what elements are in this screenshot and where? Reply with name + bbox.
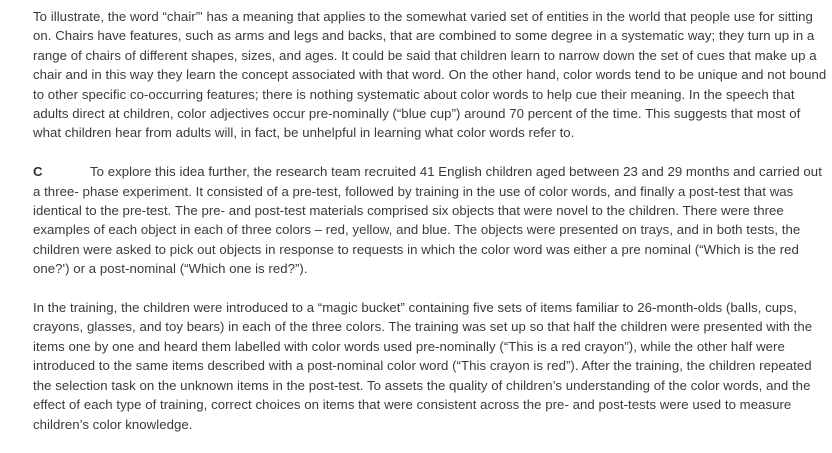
paragraph-training: In the training, the children were introduced to a “magic bucket” containing five sets of items familiar to 26-month-olds (balls, cups, crayons, glasses, and toy bears) in each of the three colors. The training was set up so that half the children were presented with the items one by one and heard them labelled with color words used pre-nominally (“This is a red crayon”), while the other half were introduced to the same items described with a post-nominal color word (“This crayon is red”). After the training, the children repeated the selection task on the unknown items in the post-test. To assets the quality of children’s understanding of the color words, and the effect of each type of training, correct choices on items that were consistent across the pre- and post-tests were used to measure children’s color knowledge. <box>33 300 813 432</box>
document-body <box>33 7 829 453</box>
section-c-text: To explore this idea further, the research team recruited 41 English children aged between 23 and 29 months and carried out a three- phase experiment. It consisted of a pre-test, followed by training in the use of color words, and finally a post-test that was identical to the pre-test. The pre- and post-test materials comprised six objects that were novel to the children. There were three examples of each object in each of three colors – red, yellow, and blue. The objects were presented on trays, and in both tests, the children were asked to pick out objects in response to requests in which the color word was either a pre nominal (“Which is the red one?') or a post-nominal (“Which one is red?”). <box>33 164 822 277</box>
paragraph-section-c <box>33 162 829 278</box>
section-letter: C <box>33 164 43 180</box>
paragraph-chair-example: To illustrate, the word “chair”' has a meaning that applies to the somewhat varied set of entities in the world that people use for sitting on. Chairs have features, such as arms and legs and backs, that are combined to some degree in a systematic way; they turn up in a range of chairs of different shapes, sizes, and ages. It could be said that children learn to narrow down the set of cues that make up a chair and in this way they learn the concept associated with that word. On the other hand, color words tend to be unique and not bound to other specific co-occurring features; there is nothing systematic about color words to help cue their meaning. In the speech that adults direct at children, color adjectives occur pre-nominally (“blue cup”) around 70 percent of the time. This suggests that most of what children hear from adults will, in fact, be unhelpful in learning what color words refer to. <box>33 9 827 141</box>
